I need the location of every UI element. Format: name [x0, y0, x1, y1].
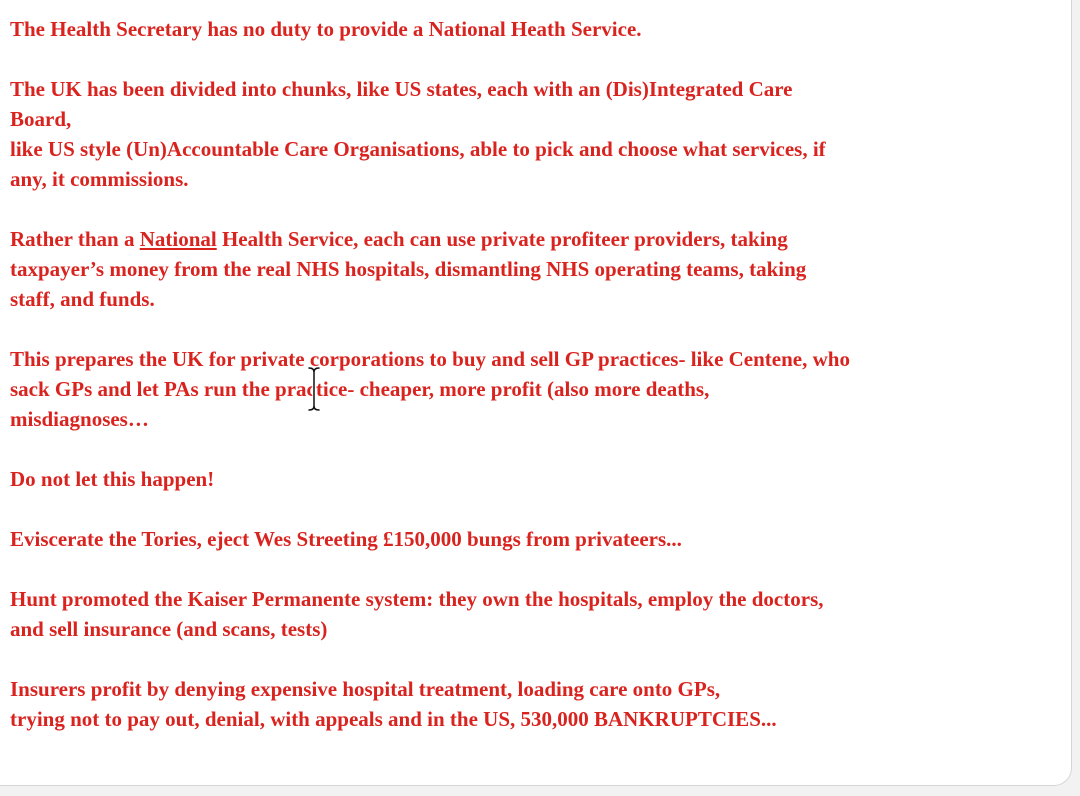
- paragraph-6: [10, 524, 1068, 554]
- text-line: taxpayer’s money from the real NHS hospitals, dismantling NHS operating teams, taking: [10, 257, 807, 281]
- paragraph-1: [10, 14, 1068, 44]
- paragraph-8: [10, 674, 1068, 734]
- text-segment: Rather than a: [10, 227, 140, 251]
- text-line: Insurers profit by denying expensive hospital treatment, loading care onto GPs,: [10, 677, 721, 701]
- text-cursor-icon: [307, 366, 321, 412]
- text-line: [10, 224, 1068, 254]
- text-line: Eviscerate the Tories, eject Wes Streeting £150,000 bungs from privateers...: [10, 527, 682, 551]
- text-line: any, it commissions.: [10, 167, 189, 191]
- paragraph-5: [10, 464, 1068, 494]
- text-line: trying not to pay out, denial, with appeals and in the US, 530,000 BANKRUPTCIES...: [10, 707, 777, 731]
- text-segment: Health Service, each can use private profiteer providers, taking: [216, 227, 788, 251]
- text-line: sack GPs and let PAs run the practice- cheaper, more profit (also more deaths,: [10, 377, 710, 401]
- text-line: like US style (Un)Accountable Care Organisations, able to pick and choose what services, if: [10, 137, 826, 161]
- underlined-word: National: [139, 227, 217, 251]
- text-line: misdiagnoses…: [10, 407, 149, 431]
- text-line: Board,: [10, 107, 72, 131]
- text-line: The UK has been divided into chunks, like US states, each with an (Dis)Integrated Care: [10, 77, 793, 101]
- text-line: The Health Secretary has no duty to provide a National Heath Service.: [10, 17, 642, 41]
- paragraph-4: [10, 344, 1068, 434]
- paragraph-7: [10, 584, 1068, 644]
- text-line: Do not let this happen!: [10, 467, 215, 491]
- text-line: This prepares the UK for private corporations to buy and sell GP practices- like Centene, who: [10, 347, 850, 371]
- text-line: Hunt promoted the Kaiser Permanente system: they own the hospitals, employ the doctors,: [10, 587, 824, 611]
- text-line: staff, and funds.: [10, 287, 155, 311]
- paragraph-3: [10, 224, 1068, 314]
- text-line: and sell insurance (and scans, tests): [10, 617, 328, 641]
- paragraph-2: [10, 74, 1068, 194]
- document-text[interactable]: [10, 14, 1068, 764]
